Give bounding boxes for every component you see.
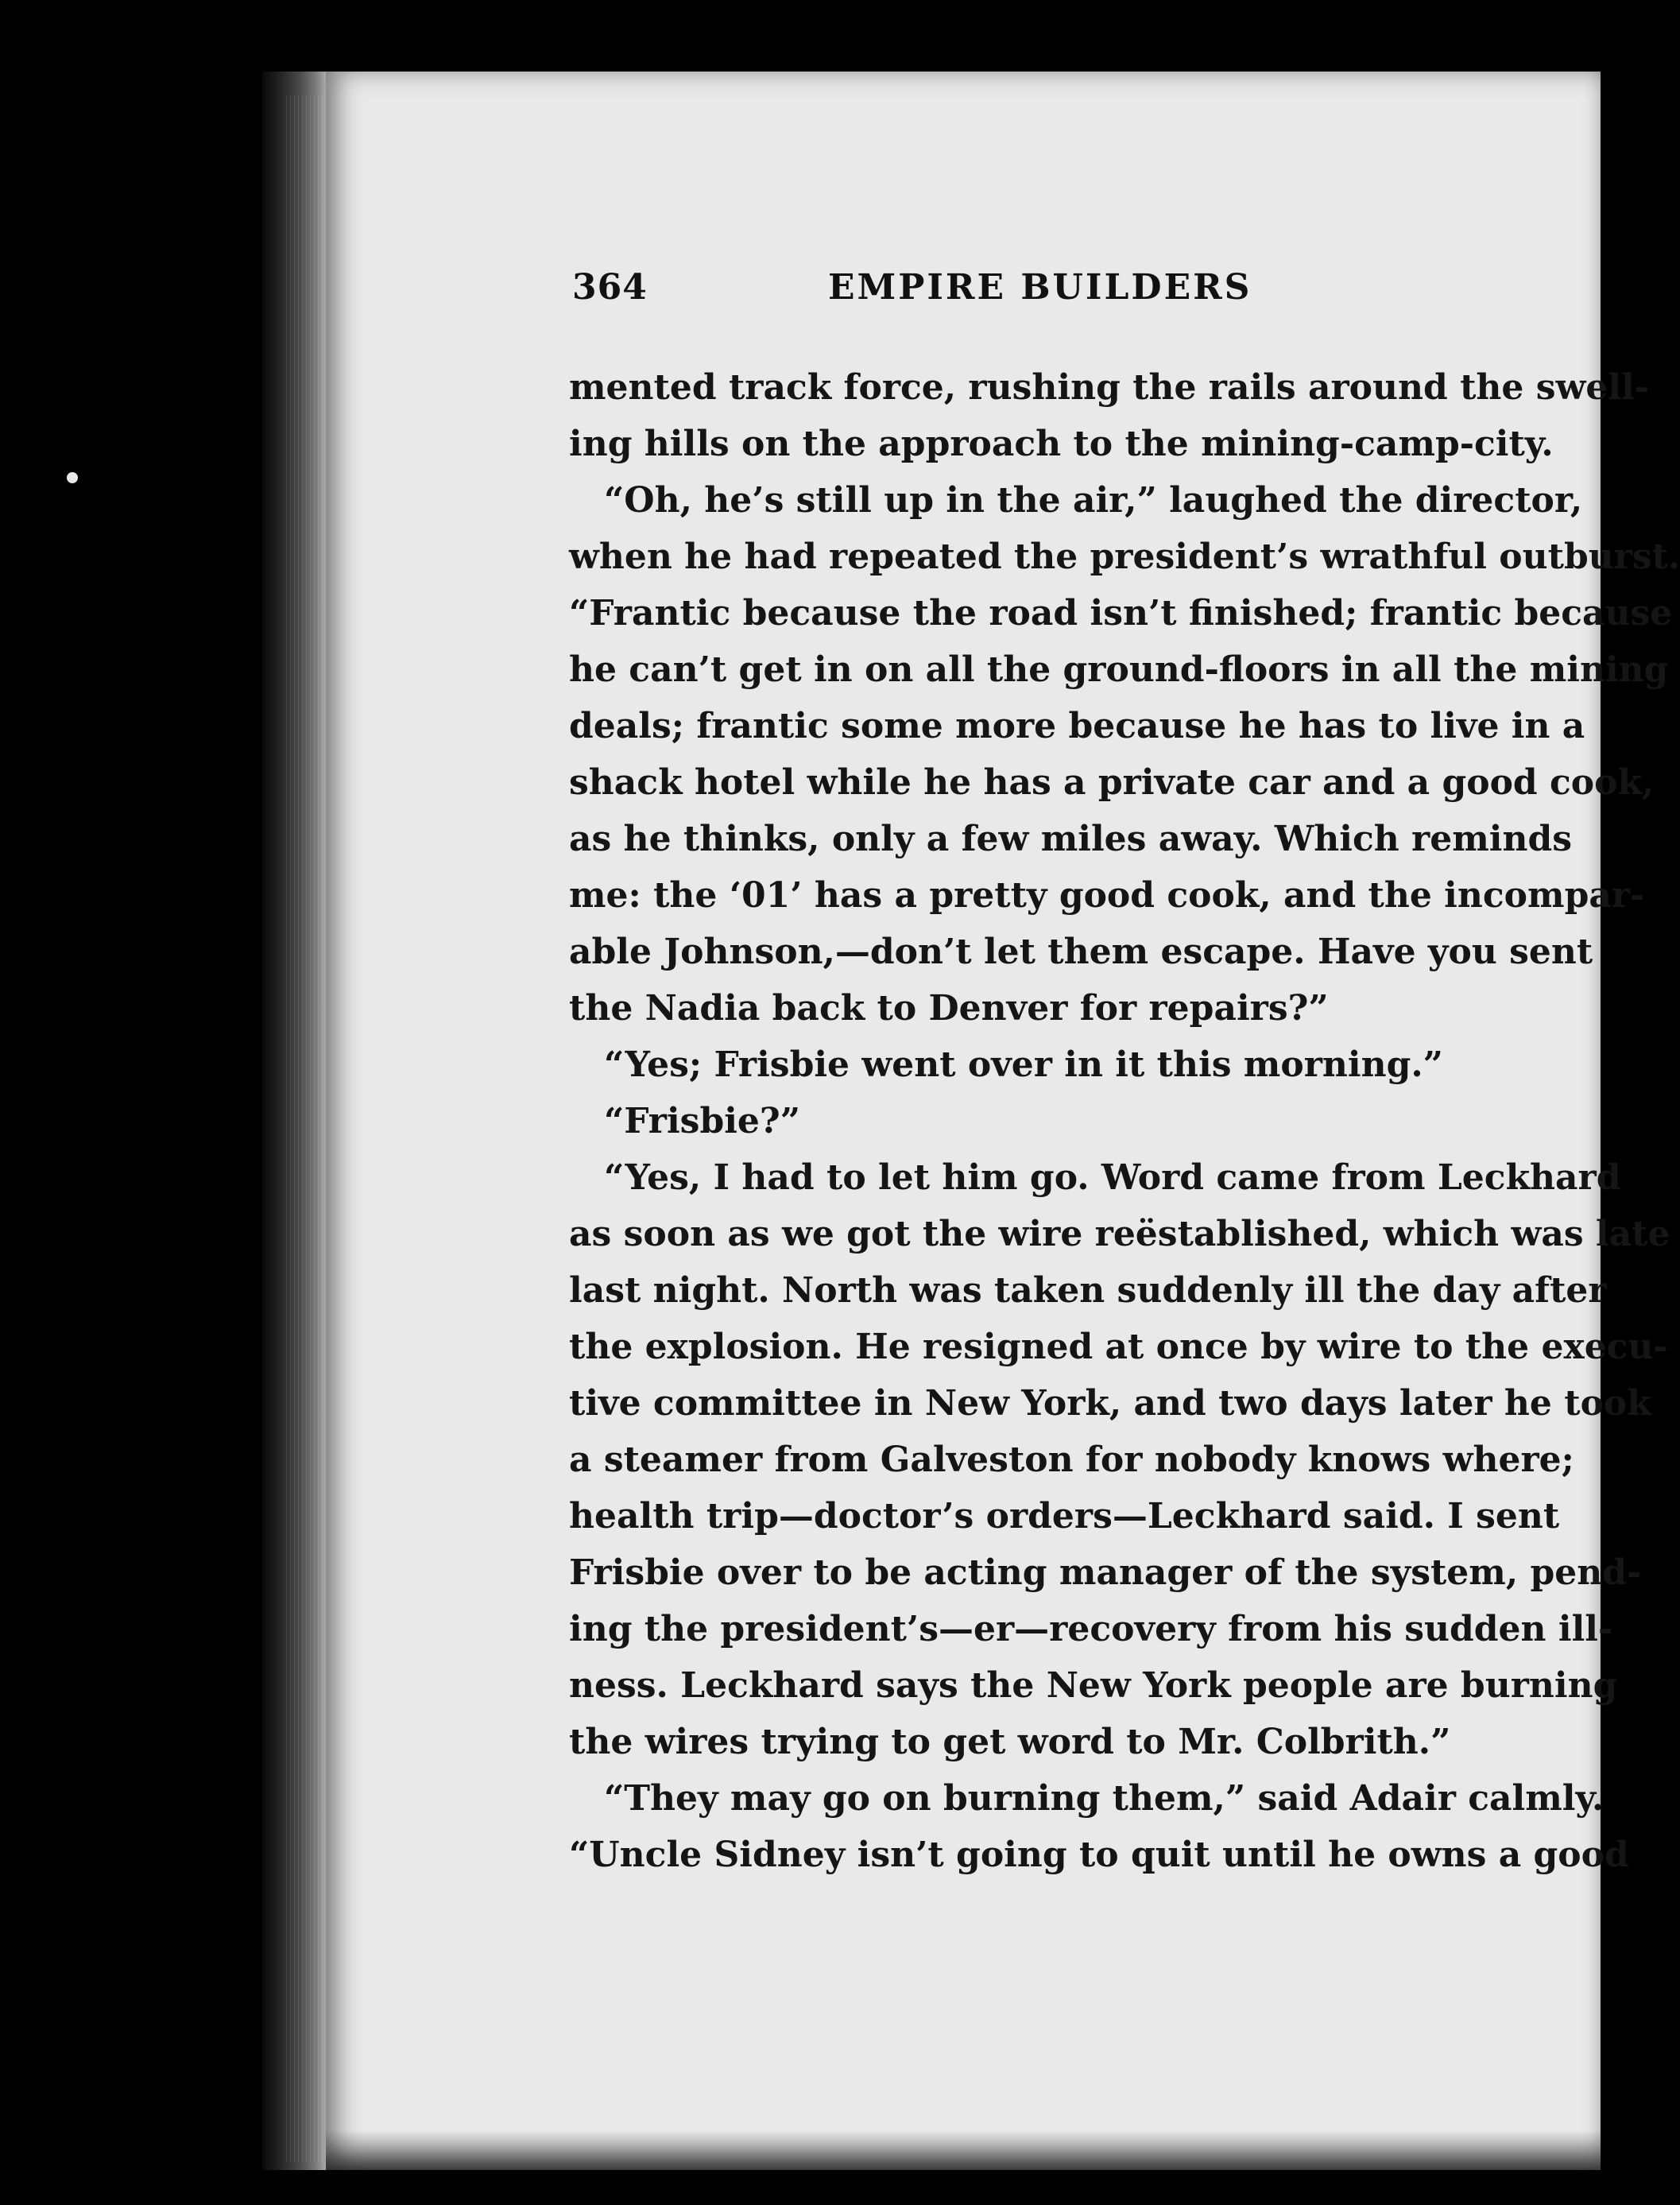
text-line: Frisbie over to be acting manager of the system, pend-: [569, 1552, 1642, 1593]
text-line: ing hills on the approach to the mining-camp-city.: [569, 424, 1554, 464]
dust-speck: [67, 472, 78, 483]
text-line: tive committee in New York, and two days later he took: [569, 1383, 1651, 1424]
text-line: shack hotel while he has a private car and a good cook,: [569, 762, 1655, 803]
text-line: health trip—doctor’s orders—Leckhard said. I sent: [569, 1496, 1560, 1537]
text-line: as he thinks, only a few miles away. Which reminds: [569, 819, 1573, 859]
text-line: “Frisbie?”: [604, 1101, 801, 1141]
page-bottom-shadow: [326, 2130, 1601, 2170]
text-line: last night. North was taken suddenly ill the day after: [569, 1270, 1607, 1311]
text-line: ness. Leckhard says the New York people are burning: [569, 1665, 1618, 1706]
text-line: a steamer from Galveston for nobody knows where;: [569, 1440, 1574, 1480]
text-line: ing the president’s—er—recovery from his sudden ill-: [569, 1609, 1613, 1649]
text-line: me: the ‘01’ has a pretty good cook, and the incompar-: [569, 875, 1645, 916]
text-line: the wires trying to get word to Mr. Colbrith.”: [569, 1722, 1451, 1762]
text-line: “Frantic because the road isn’t finished; frantic because: [569, 593, 1673, 634]
text-line: he can’t get in on all the ground-floors in all the mining: [569, 649, 1669, 690]
text-line: “Yes; Frisbie went over in it this morning.”: [604, 1044, 1443, 1085]
text-line: “Oh, he’s still up in the air,” laughed the director,: [604, 480, 1583, 521]
page-number: 364: [572, 267, 648, 308]
page-edges: [286, 95, 330, 2162]
text-line: “Uncle Sidney isn’t going to quit until he owns a good: [569, 1835, 1629, 1875]
text-line: deals; frantic some more because he has to live in a: [569, 706, 1585, 746]
running-title: EMPIRE BUILDERS: [828, 267, 1252, 308]
text-line: mented track force, rushing the rails around the swell-: [569, 367, 1650, 408]
text-line: “They may go on burning them,” said Adair calmly.: [604, 1778, 1605, 1819]
text-line: the Nadia back to Denver for repairs?”: [569, 988, 1329, 1029]
text-line: the explosion. He resigned at once by wire to the execu-: [569, 1327, 1668, 1367]
text-line: “Yes, I had to let him go. Word came from Leckhard: [604, 1157, 1621, 1198]
text-line: as soon as we got the wire reëstablished, which was late: [569, 1214, 1670, 1254]
text-line: able Johnson,—don’t let them escape. Have you sent: [569, 932, 1593, 972]
running-header: [572, 267, 1518, 323]
body-text: [569, 359, 1680, 1883]
text-line: when he had repeated the president’s wrathful outburst.: [569, 537, 1680, 577]
